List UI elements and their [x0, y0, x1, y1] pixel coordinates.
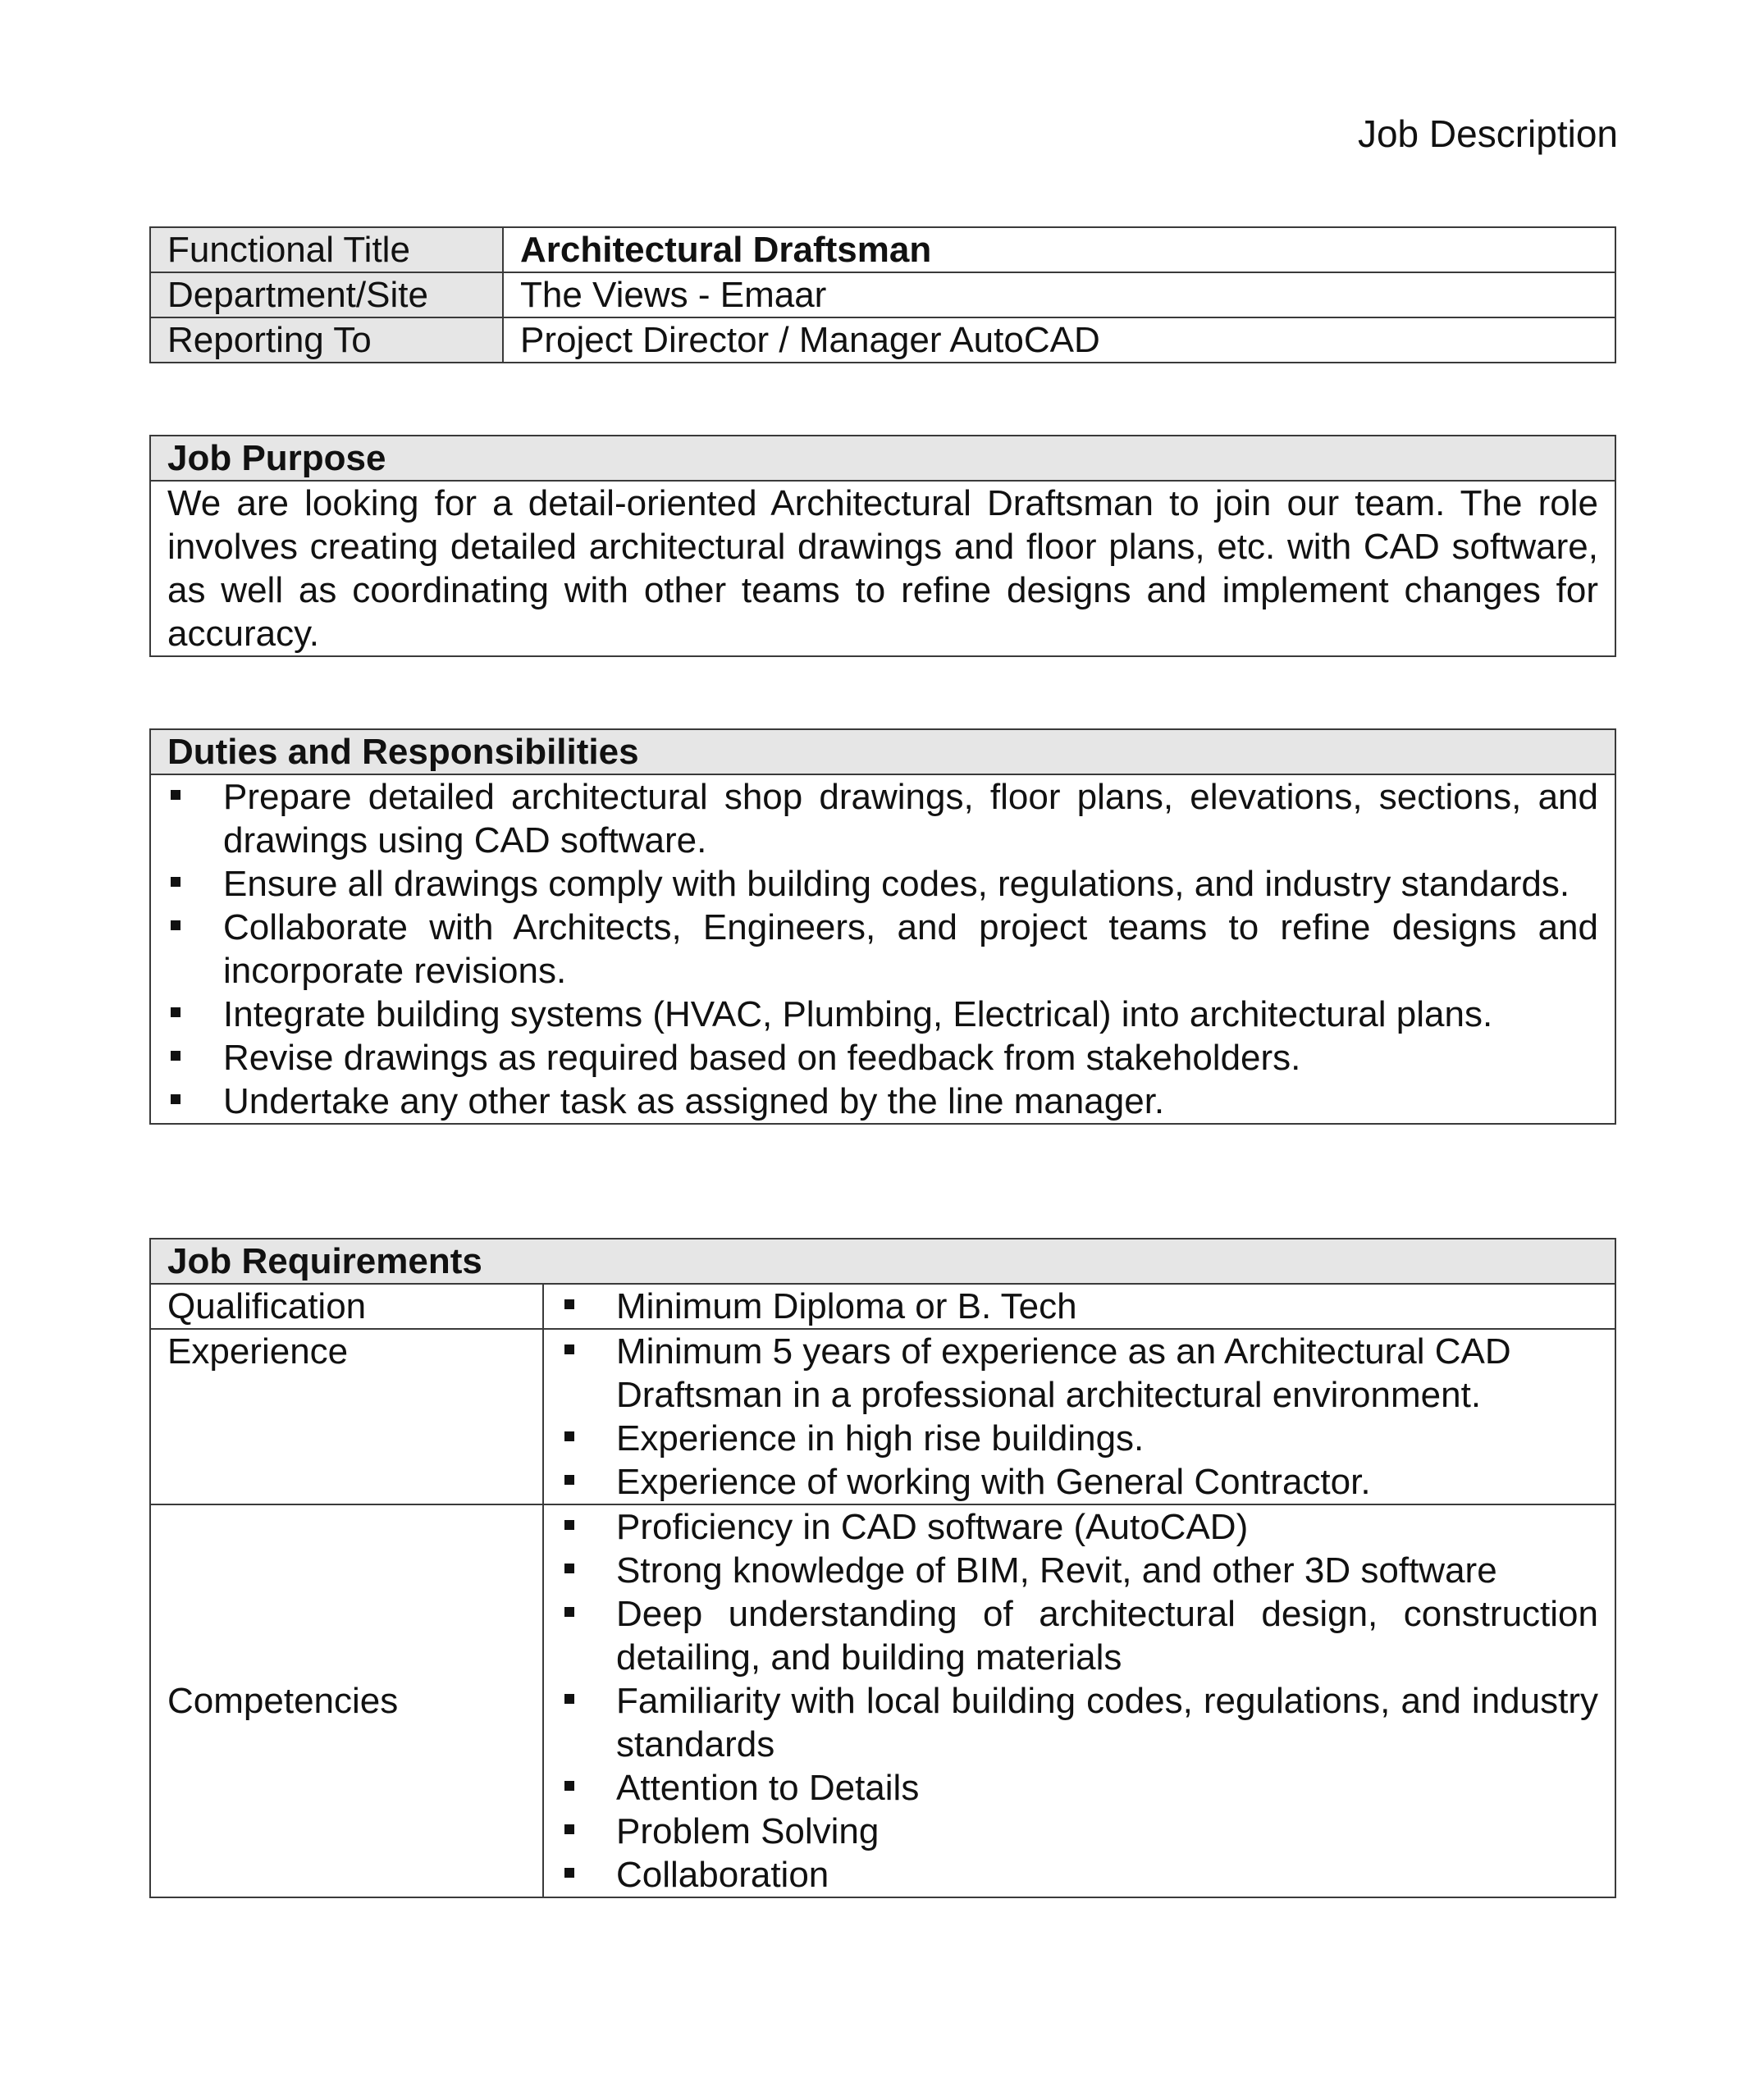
duties-list-cell — [150, 774, 1615, 1124]
list-item: Collaboration — [544, 1853, 1598, 1897]
list-item: Experience in high rise buildings. — [544, 1417, 1598, 1460]
list-item: Problem Solving — [544, 1810, 1598, 1853]
requirement-row-experience — [150, 1329, 1615, 1504]
list-item: Attention to Details — [544, 1766, 1598, 1810]
duties-table — [149, 728, 1616, 1125]
square-bullet-icon — [564, 1431, 574, 1441]
job-purpose-table — [149, 435, 1616, 657]
square-bullet-icon — [171, 1051, 180, 1061]
info-value: The Views - Emaar — [503, 272, 1615, 317]
job-info-table — [149, 226, 1616, 363]
requirements-table — [149, 1238, 1616, 1898]
section-heading: Job Purpose — [150, 436, 1615, 481]
info-label: Functional Title — [150, 227, 503, 272]
requirement-label: Competencies — [150, 1504, 543, 1897]
info-row-functional-title — [150, 227, 1615, 272]
square-bullet-icon — [171, 790, 180, 800]
square-bullet-icon — [564, 1868, 574, 1878]
requirement-list-cell — [543, 1284, 1615, 1329]
list-item: Familiarity with local building codes, regulations, and industry standards — [544, 1679, 1598, 1766]
square-bullet-icon — [171, 920, 180, 930]
list-item: Collaborate with Architects, Engineers, and project teams to refine designs and incorporate revisions. — [167, 906, 1598, 993]
square-bullet-icon — [564, 1824, 574, 1834]
info-label: Reporting To — [150, 317, 503, 363]
square-bullet-icon — [171, 1094, 180, 1104]
list-item: Prepare detailed architectural shop drawings, floor plans, elevations, sections, and drawings using CAD software. — [167, 775, 1598, 862]
experience-list — [544, 1330, 1598, 1504]
job-purpose-text: We are looking for a detail-oriented Architectural Draftsman to join our team. The role involves creating detailed architectural drawings and floor plans, etc. with CAD software, as well as coordinating with other teams to refine designs and implement changes for accuracy. — [150, 481, 1615, 656]
square-bullet-icon — [564, 1344, 574, 1354]
square-bullet-icon — [564, 1299, 574, 1309]
requirement-row-qualification — [150, 1284, 1615, 1329]
list-item: Deep understanding of architectural design, construction detailing, and building materials — [544, 1592, 1598, 1679]
requirement-label: Experience — [150, 1329, 543, 1504]
square-bullet-icon — [171, 877, 180, 887]
list-item: Integrate building systems (HVAC, Plumbing, Electrical) into architectural plans. — [167, 993, 1598, 1036]
square-bullet-icon — [564, 1607, 574, 1617]
square-bullet-icon — [171, 1007, 180, 1017]
requirement-label: Qualification — [150, 1284, 543, 1329]
square-bullet-icon — [564, 1475, 574, 1485]
square-bullet-icon — [564, 1781, 574, 1791]
list-item: Minimum 5 years of experience as an Architectural CAD Draftsman in a professional architectural environment. — [544, 1330, 1598, 1417]
list-item: Proficiency in CAD software (AutoCAD) — [544, 1505, 1598, 1549]
list-item: Strong knowledge of BIM, Revit, and other 3D software — [544, 1549, 1598, 1592]
document-title: Job Description — [1357, 112, 1618, 155]
list-item: Ensure all drawings comply with building codes, regulations, and industry standards. — [167, 862, 1598, 906]
square-bullet-icon — [564, 1694, 574, 1704]
info-value: Architectural Draftsman — [503, 227, 1615, 272]
info-value: Project Director / Manager AutoCAD — [503, 317, 1615, 363]
info-row-department — [150, 272, 1615, 317]
section-heading: Job Requirements — [150, 1239, 1615, 1284]
square-bullet-icon — [564, 1564, 574, 1573]
duties-list — [167, 775, 1598, 1123]
list-item: Revise drawings as required based on feedback from stakeholders. — [167, 1036, 1598, 1080]
requirement-list-cell — [543, 1329, 1615, 1504]
requirement-list-cell — [543, 1504, 1615, 1897]
list-item: Minimum Diploma or B. Tech — [544, 1285, 1598, 1328]
square-bullet-icon — [564, 1520, 574, 1530]
section-heading: Duties and Responsibilities — [150, 729, 1615, 774]
info-label: Department/Site — [150, 272, 503, 317]
info-row-reporting-to — [150, 317, 1615, 363]
list-item: Undertake any other task as assigned by the line manager. — [167, 1080, 1598, 1123]
qualification-list — [544, 1285, 1598, 1328]
competencies-list — [544, 1505, 1598, 1897]
list-item: Experience of working with General Contractor. — [544, 1460, 1598, 1504]
requirement-row-competencies — [150, 1504, 1615, 1897]
